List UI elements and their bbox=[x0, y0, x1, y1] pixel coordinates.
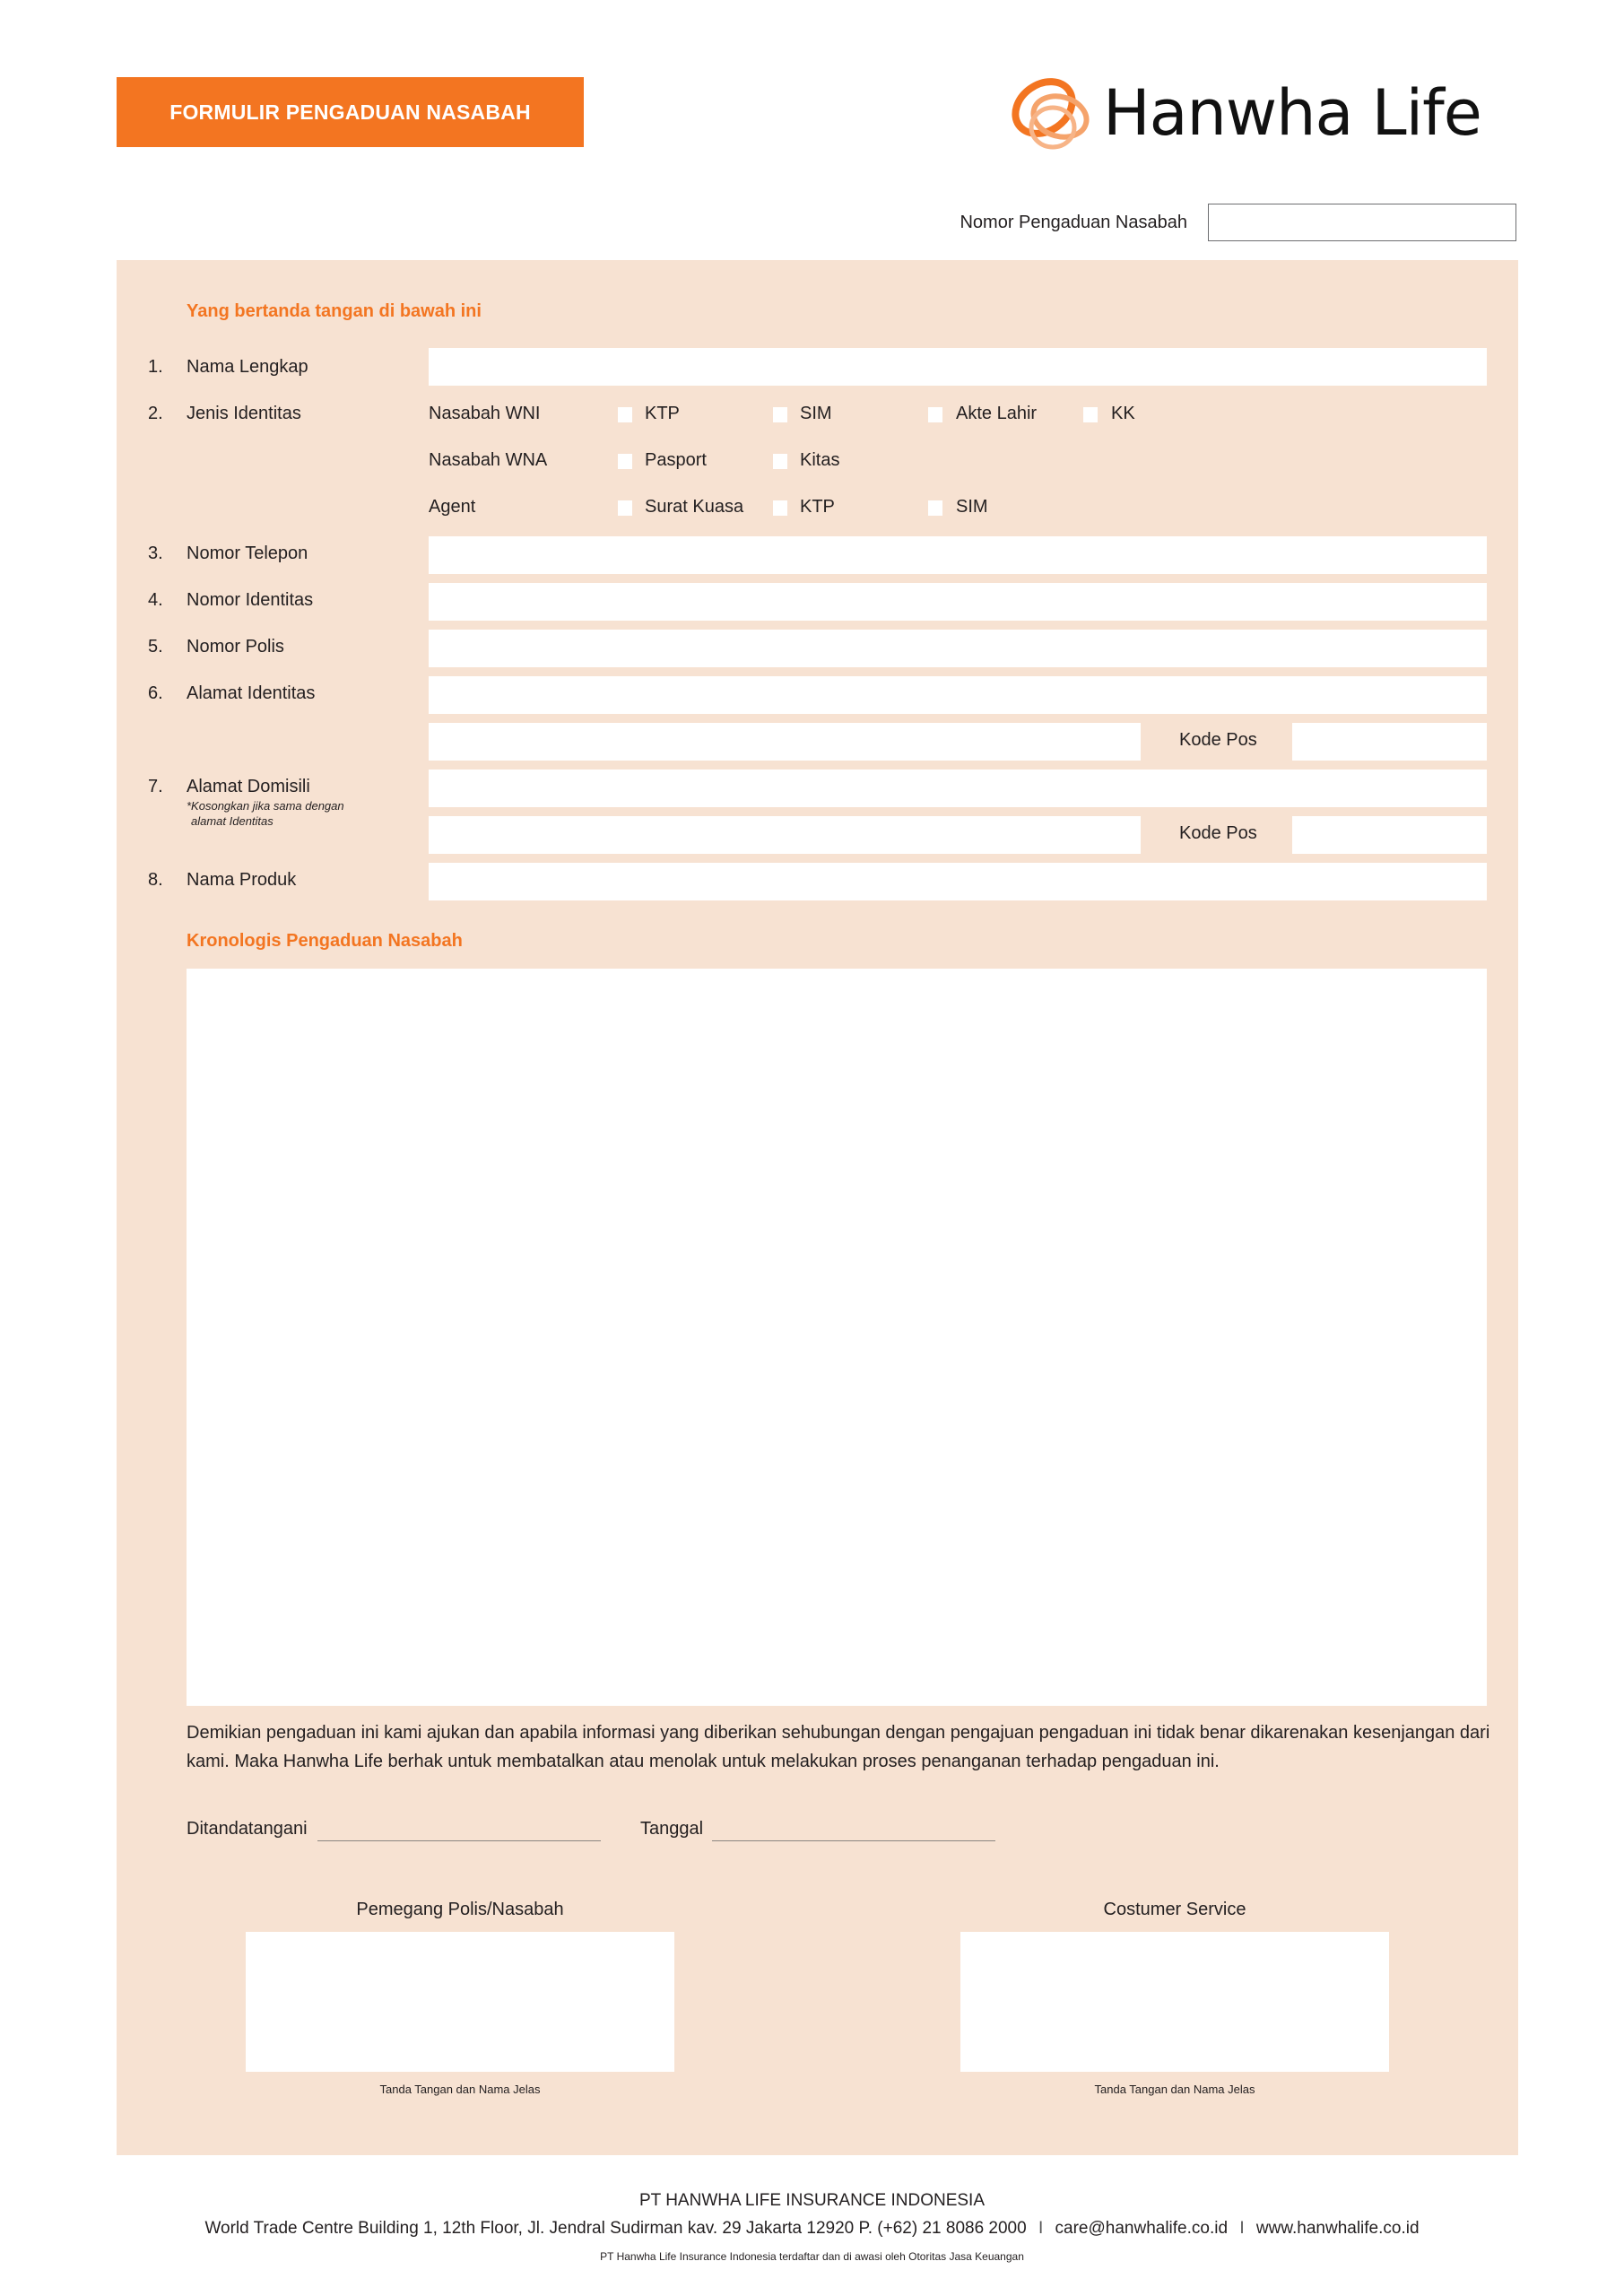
option-label: Surat Kuasa bbox=[645, 497, 744, 517]
field-number: 7. bbox=[148, 777, 163, 796]
signature-caption-customer-service: Tanda Tangan dan Nama Jelas bbox=[1094, 2083, 1255, 2096]
checkbox-wni-akte-lahir[interactable] bbox=[928, 407, 942, 422]
footer-regulator-note: PT Hanwha Life Insurance Indonesia terdaftar dan di awasi oleh Otoritas Jasa Keuangan bbox=[600, 2250, 1024, 2263]
field-number: 4. bbox=[148, 590, 163, 610]
option-label: Kitas bbox=[800, 450, 840, 470]
checkbox-wni-sim[interactable] bbox=[773, 407, 787, 422]
option-label: KK bbox=[1111, 404, 1135, 423]
footer-separator: I bbox=[1038, 2219, 1044, 2238]
policy-number-input[interactable] bbox=[429, 630, 1487, 667]
field-number: 3. bbox=[148, 544, 163, 563]
field-label-domicile-address: Alamat Domisili bbox=[187, 777, 310, 796]
hanwha-life-logo bbox=[1006, 72, 1519, 154]
identity-address-line2-input[interactable] bbox=[429, 723, 1141, 761]
domicile-note-line1: *Kosongkan jika sama dengan bbox=[187, 799, 344, 813]
field-number: 1. bbox=[148, 357, 163, 377]
form-title: FORMULIR PENGADUAN NASABAH bbox=[169, 100, 531, 124]
signature-box-policyholder[interactable] bbox=[246, 1932, 674, 2072]
field-label-identity-address: Alamat Identitas bbox=[187, 683, 316, 703]
checkbox-wna-pasport[interactable] bbox=[618, 454, 632, 469]
signature-box-customer-service[interactable] bbox=[960, 1932, 1389, 2072]
checkbox-wni-kk[interactable] bbox=[1083, 407, 1098, 422]
footer-address: World Trade Centre Building 1, 12th Floor, Jl. Jendral Sudirman kav. 29 Jakarta 12920 P. (+62) 21 8086 2000 bbox=[204, 2219, 1027, 2238]
postal-code-label: Kode Pos bbox=[1179, 823, 1257, 843]
checkbox-wna-kitas[interactable] bbox=[773, 454, 787, 469]
option-label: SIM bbox=[800, 404, 832, 423]
signature-title-policyholder: Pemegang Polis/Nasabah bbox=[356, 1900, 564, 1919]
identity-group-agent-label: Agent bbox=[429, 497, 476, 517]
field-label-product-name: Nama Produk bbox=[187, 870, 297, 890]
field-label-full-name: Nama Lengkap bbox=[187, 357, 308, 377]
domicile-note bbox=[187, 798, 344, 829]
postal-code-label: Kode Pos bbox=[1179, 730, 1257, 750]
domicile-address-line2-input[interactable] bbox=[429, 816, 1141, 854]
signature-title-customer-service: Costumer Service bbox=[1103, 1900, 1246, 1919]
section-title-signatory: Yang bertanda tangan di bawah ini bbox=[187, 301, 482, 321]
chronology-textarea[interactable] bbox=[187, 969, 1487, 1706]
full-name-input[interactable] bbox=[429, 348, 1487, 386]
field-label-policy-number: Nomor Polis bbox=[187, 637, 284, 657]
footer-website-link[interactable]: www.hanwhalife.co.id bbox=[1255, 2219, 1420, 2238]
option-label: Pasport bbox=[645, 450, 707, 470]
product-name-input[interactable] bbox=[429, 863, 1487, 900]
date-label: Tanggal bbox=[640, 1819, 704, 1839]
declaration-text: Demikian pengaduan ini kami ajukan dan apabila informasi yang diberikan sehubungan dengan pengajuan pengaduan ini tidak benar dikarenakan kesenjangan dari kami. Maka Hanwha Life berhak untuk membatalkan atau menolak untuk melakukan proses penanganan terhadap pengaduan ini. bbox=[187, 1723, 1490, 1771]
footer-contact-line bbox=[0, 2219, 1624, 2239]
logo-wordmark: Hanwha Life bbox=[1103, 76, 1481, 150]
identity-group-wni-label: Nasabah WNI bbox=[429, 404, 541, 423]
footer-separator: I bbox=[1239, 2219, 1245, 2238]
identity-group-wna-label: Nasabah WNA bbox=[429, 450, 548, 470]
field-label-identity-type: Jenis Identitas bbox=[187, 404, 301, 423]
complaint-number-label: Nomor Pengaduan Nasabah bbox=[960, 213, 1187, 232]
option-label: Akte Lahir bbox=[956, 404, 1038, 423]
checkbox-agent-ktp[interactable] bbox=[773, 500, 787, 516]
phone-input[interactable] bbox=[429, 536, 1487, 574]
hanwha-tri-circle-logo-icon bbox=[1006, 72, 1105, 154]
option-label: SIM bbox=[956, 497, 988, 517]
field-number: 8. bbox=[148, 870, 163, 890]
identity-postal-code-input[interactable] bbox=[1292, 723, 1487, 761]
footer-company-name: PT HANWHA LIFE INSURANCE INDONESIA bbox=[639, 2191, 985, 2210]
identity-number-input[interactable] bbox=[429, 583, 1487, 621]
field-label-identity-number: Nomor Identitas bbox=[187, 590, 314, 610]
domicile-address-input[interactable] bbox=[429, 770, 1487, 807]
option-label: KTP bbox=[800, 497, 835, 517]
signed-at-label: Ditandatangani bbox=[187, 1819, 308, 1839]
field-number: 5. bbox=[148, 637, 163, 657]
field-label-phone: Nomor Telepon bbox=[187, 544, 308, 563]
option-label: KTP bbox=[645, 404, 680, 423]
checkbox-agent-surat-kuasa[interactable] bbox=[618, 500, 632, 516]
section-title-chronology: Kronologis Pengaduan Nasabah bbox=[187, 931, 463, 951]
field-number: 2. bbox=[148, 404, 163, 423]
complaint-number-input[interactable] bbox=[1208, 204, 1516, 241]
signed-at-input-line[interactable] bbox=[317, 1840, 601, 1841]
domicile-postal-code-input[interactable] bbox=[1292, 816, 1487, 854]
field-number: 6. bbox=[148, 683, 163, 703]
domicile-note-line2: alamat Identitas bbox=[191, 814, 274, 828]
signature-caption-policyholder: Tanda Tangan dan Nama Jelas bbox=[379, 2083, 541, 2096]
form-title-banner bbox=[117, 77, 584, 147]
date-input-line[interactable] bbox=[712, 1840, 995, 1841]
checkbox-wni-ktp[interactable] bbox=[618, 407, 632, 422]
checkbox-agent-sim[interactable] bbox=[928, 500, 942, 516]
footer-email-link[interactable]: care@hanwhalife.co.id bbox=[1055, 2219, 1229, 2238]
identity-address-input[interactable] bbox=[429, 676, 1487, 714]
